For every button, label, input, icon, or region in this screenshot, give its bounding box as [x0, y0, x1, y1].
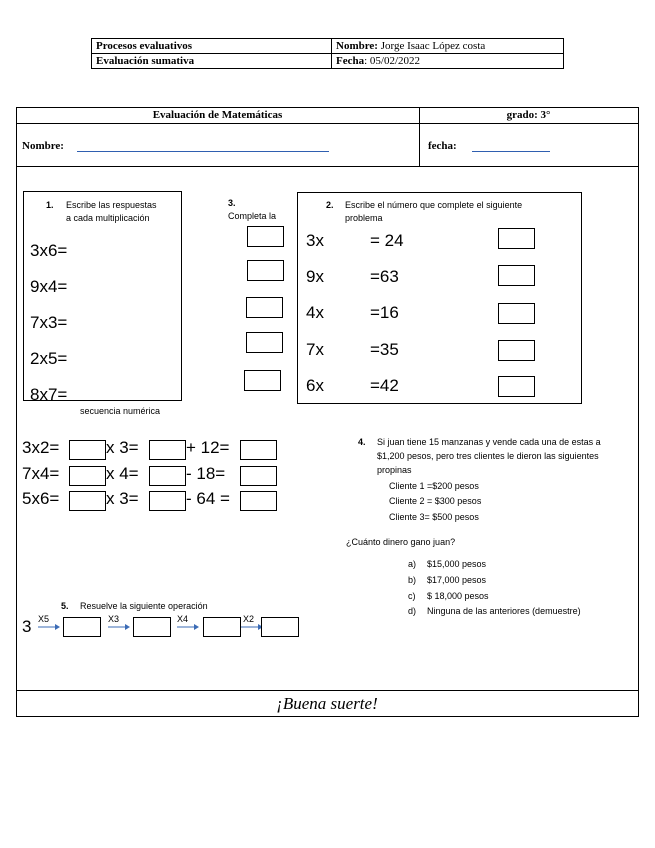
equation-left: 3x	[306, 231, 324, 250]
multiplication-item: 9x4=	[30, 277, 68, 296]
option-text[interactable]: $ 18,000 pesos	[427, 591, 489, 601]
equation-left: 6x	[306, 376, 324, 395]
multiplication-item: 3x6=	[30, 241, 68, 260]
option-text[interactable]: Ninguna de las anteriores (demuestre)	[427, 606, 581, 616]
client-tip: Cliente 2 = $300 pesos	[389, 496, 482, 506]
option-text[interactable]: $17,000 pesos	[427, 575, 487, 585]
fecha-value: : 05/02/2022	[364, 55, 421, 67]
answer-box[interactable]	[498, 265, 535, 286]
answer-box[interactable]	[240, 466, 277, 486]
fecha-label: Fecha	[336, 55, 365, 67]
sequence-op: - 64 =	[186, 489, 230, 508]
multiplication-item: 7x3=	[30, 313, 68, 332]
answer-box[interactable]	[240, 491, 277, 511]
option-letter: b)	[408, 575, 417, 585]
fecha-input-line[interactable]	[472, 151, 550, 152]
equation-right: =16	[370, 303, 399, 322]
sequence-start: 7x4=	[22, 464, 60, 483]
section1-number: 1.	[46, 200, 54, 210]
option-letter: d)	[408, 606, 417, 616]
option-text[interactable]: $15,000 pesos	[427, 559, 487, 569]
sequence-op: x 3=	[106, 489, 139, 508]
section3-instruction-1: Completa la	[228, 211, 277, 221]
section1-instruction-1: Escribe las respuestas	[66, 200, 157, 210]
answer-box[interactable]	[261, 617, 299, 637]
answer-box[interactable]	[69, 491, 106, 511]
arrow-right-icon	[241, 624, 263, 630]
header-table	[91, 38, 564, 69]
sequence-op: + 12=	[186, 438, 230, 457]
multiplication-item: 2x5=	[30, 349, 68, 368]
section2-instruction-1: Escribe el número que complete el siguiente	[345, 200, 523, 210]
fecha-field-label: fecha:	[428, 140, 457, 152]
problem-text-1: Si juan tiene 15 manzanas y vende cada una de estas a	[377, 437, 601, 447]
sequence-op: x 3=	[106, 438, 139, 457]
name-row-divider	[16, 166, 638, 167]
nombre-input-line[interactable]	[77, 151, 329, 152]
chain-operator: X3	[108, 614, 120, 624]
title-row-divider	[16, 123, 638, 124]
evaluacion-cell: Evaluación sumativa	[92, 54, 332, 69]
answer-box[interactable]	[246, 297, 283, 318]
arrow-right-icon	[108, 624, 130, 630]
answer-box[interactable]	[69, 440, 106, 460]
section5-instruction: Resuelve la siguiente operación	[80, 601, 208, 611]
exam-title: Evaluación de Matemáticas	[152, 109, 283, 121]
chain-operator: X2	[243, 614, 255, 624]
footer-divider	[16, 690, 638, 691]
section2-box	[297, 192, 582, 404]
equation-right: =63	[370, 267, 399, 286]
answer-box[interactable]	[498, 228, 535, 249]
problem-text-3: propinas	[377, 465, 412, 475]
problem-question: ¿Cuánto dinero gano juan?	[346, 537, 456, 547]
section1-box	[23, 191, 182, 401]
chain-start: 3	[22, 617, 32, 636]
equation-left: 7x	[306, 340, 324, 359]
answer-box[interactable]	[63, 617, 101, 637]
answer-box[interactable]	[498, 376, 535, 397]
problem-text-2: $1,200 pesos, pero tres clientes le dieron las siguientes	[377, 451, 599, 461]
answer-box[interactable]	[149, 491, 186, 511]
section4-number: 4.	[358, 437, 366, 447]
arrow-right-icon	[38, 624, 60, 630]
student-name-cell	[332, 39, 564, 54]
client-tip: Cliente 1 =$200 pesos	[389, 481, 479, 491]
answer-box[interactable]	[246, 332, 283, 353]
answer-box[interactable]	[498, 340, 535, 361]
sequence-start: 5x6=	[22, 489, 60, 508]
answer-box[interactable]	[244, 370, 281, 391]
nombre-field-label: Nombre:	[22, 140, 64, 152]
procesos-cell: Procesos evaluativos	[92, 39, 332, 54]
option-letter: c)	[408, 591, 416, 601]
section1-instruction-2: a cada multiplicación	[66, 213, 150, 223]
grade-label: grado: 3°	[506, 109, 551, 121]
chain-operator: X5	[38, 614, 50, 624]
sequence-op: x 4=	[106, 464, 139, 483]
equation-left: 9x	[306, 267, 324, 286]
section5-number: 5.	[61, 601, 69, 611]
section3-number: 3.	[228, 198, 236, 208]
equation-right: = 24	[370, 231, 404, 250]
option-letter: a)	[408, 559, 417, 569]
answer-box[interactable]	[247, 260, 284, 281]
answer-box[interactable]	[133, 617, 171, 637]
section2-instruction-2: problema	[345, 213, 383, 223]
equation-left: 4x	[306, 303, 324, 322]
answer-box[interactable]	[247, 226, 284, 247]
answer-box[interactable]	[498, 303, 535, 324]
section2-number: 2.	[326, 200, 334, 210]
client-tip: Cliente 3= $500 pesos	[389, 512, 479, 522]
date-cell	[332, 54, 564, 69]
answer-box[interactable]	[240, 440, 277, 460]
multiplication-item: 8x7=	[30, 385, 68, 401]
nombre-value: Jorge Isaac López costa	[377, 40, 486, 52]
nombre-label: Nombre:	[336, 40, 378, 52]
equation-right: =42	[370, 376, 399, 395]
footer-good-luck: ¡Buena suerte!	[276, 694, 378, 713]
answer-box[interactable]	[149, 440, 186, 460]
section3-instruction-2: secuencia numérica	[80, 406, 161, 416]
sequence-start: 3x2=	[22, 438, 60, 457]
answer-box[interactable]	[203, 617, 241, 637]
chain-operator: X4	[177, 614, 189, 624]
equation-right: =35	[370, 340, 399, 359]
answer-box[interactable]	[69, 466, 106, 486]
arrow-right-icon	[177, 624, 199, 630]
answer-box[interactable]	[149, 466, 186, 486]
sequence-op: - 18=	[186, 464, 226, 483]
